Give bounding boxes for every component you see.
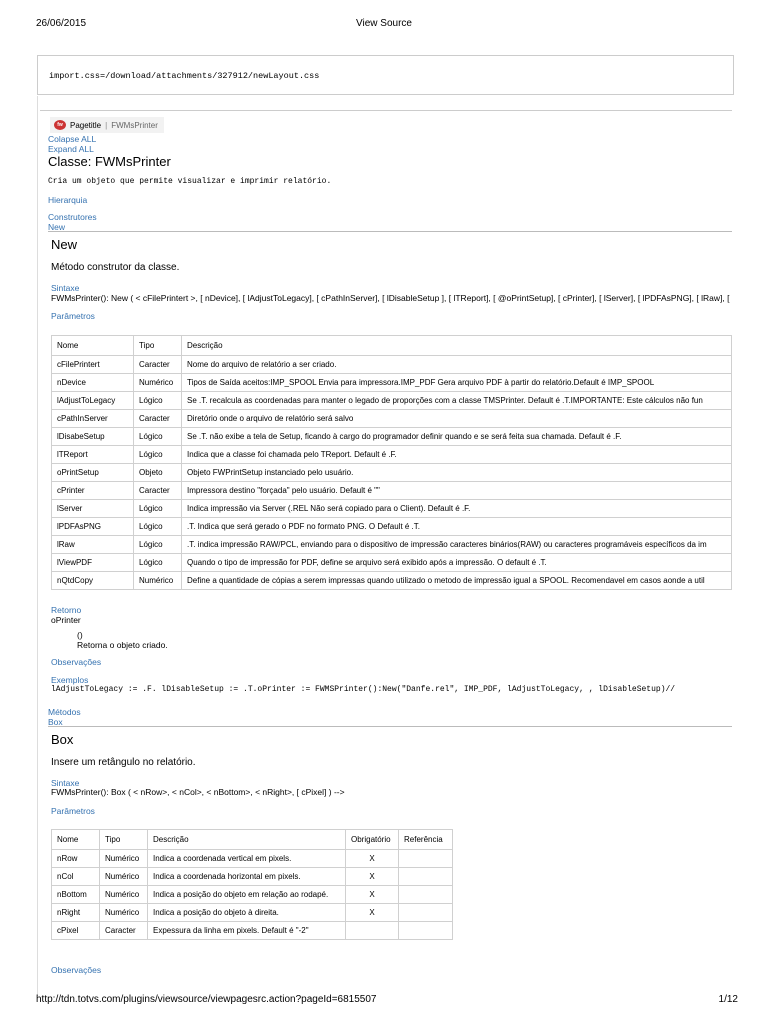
exemplo-code: lAdjustToLegacy := .F. lDisableSetup := .T.oPrinter := FWMSPrinter():New("Danfe.rel", IMP_PDF, lAdjustToLegacy, , lDisableSetup)// bbox=[51, 685, 676, 694]
cell-descricao: Diretório onde o arquivo de relatório será salvo bbox=[182, 410, 732, 428]
cell-descricao: Impressora destino "forçada" pelo usuário. Default é "" bbox=[182, 482, 732, 500]
cell-tipo: Numérico bbox=[134, 572, 182, 590]
cell-nome: cPrinter bbox=[52, 482, 134, 500]
collapse-all-link[interactable]: Colapse ALL bbox=[48, 134, 97, 144]
cell-referencia bbox=[399, 850, 453, 868]
table-header-row bbox=[52, 336, 732, 356]
cell-nome: nDevice bbox=[52, 374, 134, 392]
box-observacoes-label: Observações bbox=[51, 965, 102, 975]
table-row bbox=[52, 572, 732, 590]
cell-tipo: Numérico bbox=[100, 904, 148, 922]
cell-tipo: Lógico bbox=[134, 446, 182, 464]
cell-nome: nRight bbox=[52, 904, 100, 922]
import-line: import.css=/download/attachments/327912/newLayout.css bbox=[49, 71, 320, 81]
cell-tipo: Lógico bbox=[134, 518, 182, 536]
table-row bbox=[52, 482, 732, 500]
hierarquia-link[interactable]: Hierarquia bbox=[48, 195, 88, 205]
pagetitle-name: FWMsPrinter bbox=[111, 120, 158, 130]
cell-nome: cFilePrintert bbox=[52, 356, 134, 374]
retorno-name: oPrinter bbox=[51, 615, 81, 625]
box-section-title: Box bbox=[51, 732, 74, 747]
cell-nome: lRaw bbox=[52, 536, 134, 554]
cell-tipo: Numérico bbox=[100, 850, 148, 868]
cell-tipo: Lógico bbox=[134, 536, 182, 554]
table-row bbox=[52, 464, 732, 482]
cell-nome: nCol bbox=[52, 868, 100, 886]
box-parametros-label: Parâmetros bbox=[51, 806, 95, 816]
cell-tipo: Lógico bbox=[134, 500, 182, 518]
cell-descricao: Indica a coordenada horizontal em pixels. bbox=[148, 868, 346, 886]
cell-descricao: .T. indica impressão RAW/PCL, enviando para o dispositivo de impressão caracteres binários(RAW) ou caracteres programáveis específicos da im bbox=[182, 536, 732, 554]
retorno-description: Retorna o objeto criado. bbox=[77, 640, 168, 650]
col-nome: Nome bbox=[52, 336, 134, 356]
cell-descricao: Nome do arquivo de relatório a ser criado. bbox=[182, 356, 732, 374]
cell-nome: lAdjustToLegacy bbox=[52, 392, 134, 410]
box-link[interactable]: Box bbox=[48, 717, 63, 727]
cell-tipo: Objeto bbox=[134, 464, 182, 482]
table-row bbox=[52, 922, 453, 940]
cell-tipo: Lógico bbox=[134, 554, 182, 572]
left-border bbox=[37, 96, 38, 996]
col-descricao: Descrição bbox=[148, 830, 346, 850]
cell-descricao: Define a quantidade de cópias a serem impressas quando utilizado o metodo de impressão igual a SPOOL. Recomendavel em casos aonde a util bbox=[182, 572, 732, 590]
table-row bbox=[52, 518, 732, 536]
table-header-row bbox=[52, 830, 453, 850]
print-date: 26/06/2015 bbox=[36, 18, 87, 29]
cell-tipo: Caracter bbox=[134, 410, 182, 428]
import-code-box bbox=[37, 55, 734, 95]
col-tipo: Tipo bbox=[134, 336, 182, 356]
new-parametros-label: Parâmetros bbox=[51, 311, 95, 321]
cell-referencia bbox=[399, 922, 453, 940]
cell-tipo: Numérico bbox=[100, 886, 148, 904]
page-number: 1/12 bbox=[718, 994, 738, 1005]
metodos-link[interactable]: Métodos bbox=[48, 707, 81, 717]
class-title: Classe: FWMsPrinter bbox=[48, 154, 171, 169]
col-tipo: Tipo bbox=[100, 830, 148, 850]
cell-descricao: Indica a posição do objeto em relação ao rodapé. bbox=[148, 886, 346, 904]
table-row bbox=[52, 356, 732, 374]
cell-descricao: Indica que a classe foi chamada pelo TReport. Default é .F. bbox=[182, 446, 732, 464]
cell-tipo: Numérico bbox=[100, 868, 148, 886]
new-section-title: New bbox=[51, 237, 78, 252]
col-referencia: Referência bbox=[399, 830, 453, 850]
cell-descricao: Se .T. não exibe a tela de Setup, ficando à cargo do programador definir quando e se será feita sua chamada. Default é .F. bbox=[182, 428, 732, 446]
col-obrigatorio: Obrigatório bbox=[346, 830, 399, 850]
cell-nome: lPDFAsPNG bbox=[52, 518, 134, 536]
col-nome: Nome bbox=[52, 830, 100, 850]
construtores-link[interactable]: Construtores bbox=[48, 212, 97, 222]
content-top-border bbox=[40, 110, 732, 111]
table-row bbox=[52, 392, 732, 410]
cell-nome: lServer bbox=[52, 500, 134, 518]
cell-referencia bbox=[399, 886, 453, 904]
cell-tipo: Lógico bbox=[134, 392, 182, 410]
cell-tipo: Caracter bbox=[100, 922, 148, 940]
cell-referencia bbox=[399, 868, 453, 886]
table-row bbox=[52, 410, 732, 428]
table-row bbox=[52, 446, 732, 464]
cell-nome: nQtdCopy bbox=[52, 572, 134, 590]
table-row bbox=[52, 868, 453, 886]
table-row bbox=[52, 850, 453, 868]
new-params-table bbox=[51, 335, 732, 590]
cell-nome: cPathInServer bbox=[52, 410, 134, 428]
box-sintaxe: FWMsPrinter(): Box ( < nRow>, < nCol>, < nBottom>, < nRight>, [ cPixel] ) --> bbox=[51, 787, 345, 797]
cell-nome: lTReport bbox=[52, 446, 134, 464]
new-section-description: Método construtor da classe. bbox=[51, 262, 180, 273]
retorno-label: Retorno bbox=[51, 605, 82, 615]
table-row bbox=[52, 554, 732, 572]
new-sintaxe: FWMsPrinter(): New ( < cFilePrintert >, [ nDevice], [ lAdjustToLegacy], [ cPathInServer], [ lDisableSetup ], [ lTReport], [ @oPrintSetup], [ cPrinter], [ lServer], [ lPDFAsPNG], [ lRaw], [ bbox=[51, 293, 730, 303]
box-sintaxe-label: Sintaxe bbox=[51, 778, 80, 788]
pagetitle-badge bbox=[50, 117, 164, 133]
retorno-parens: () bbox=[77, 630, 83, 640]
cell-nome: cPixel bbox=[52, 922, 100, 940]
cell-descricao: Objeto FWPrintSetup instanciado pelo usuário. bbox=[182, 464, 732, 482]
cell-tipo: Caracter bbox=[134, 356, 182, 374]
cell-obrigatorio bbox=[346, 922, 399, 940]
cell-descricao: Indica impressão via Server (.REL Não será copiado para o Client). Default é .F. bbox=[182, 500, 732, 518]
box-section-description: Insere um retângulo no relatório. bbox=[51, 757, 196, 768]
new-sintaxe-label: Sintaxe bbox=[51, 283, 80, 293]
cell-tipo: Numérico bbox=[134, 374, 182, 392]
cell-descricao: Tipos de Saída aceitos:IMP_SPOOL Envia para impressora.IMP_PDF Gera arquivo PDF à partir do relatório.Default é IMP_SPOOL bbox=[182, 374, 732, 392]
print-title: View Source bbox=[356, 18, 412, 29]
new-observacoes-label: Observações bbox=[51, 657, 102, 667]
cell-obrigatorio: X bbox=[346, 850, 399, 868]
print-url: http://tdn.totvs.com/plugins/viewsource/viewpagesrc.action?pageId=6815507 bbox=[36, 994, 377, 1005]
table-row bbox=[52, 904, 453, 922]
exemplos-label: Exemplos bbox=[51, 675, 89, 685]
table-row bbox=[52, 428, 732, 446]
pagetitle-icon: fw bbox=[54, 120, 66, 130]
cell-nome: lViewPDF bbox=[52, 554, 134, 572]
cell-nome: lDisabeSetup bbox=[52, 428, 134, 446]
cell-descricao: Quando o tipo de impressão for PDF, define se arquivo será exibido após a impressão. O default é .T. bbox=[182, 554, 732, 572]
cell-nome: nRow bbox=[52, 850, 100, 868]
cell-descricao: Indica a coordenada vertical em pixels. bbox=[148, 850, 346, 868]
cell-tipo: Caracter bbox=[134, 482, 182, 500]
cell-descricao: Expessura da linha em pixels. Default é "-2" bbox=[148, 922, 346, 940]
class-description: Cria um objeto que permite visualizar e imprimir relatório. bbox=[48, 177, 332, 186]
box-params-table bbox=[51, 829, 453, 940]
cell-obrigatorio: X bbox=[346, 886, 399, 904]
cell-descricao: .T. Indica que será gerado o PDF no formato PNG. O Default é .T. bbox=[182, 518, 732, 536]
table-row bbox=[52, 500, 732, 518]
table-row bbox=[52, 886, 453, 904]
pagetitle-label: Pagetitle bbox=[70, 120, 102, 130]
cell-descricao: Indica a posição do objeto à direita. bbox=[148, 904, 346, 922]
cell-obrigatorio: X bbox=[346, 904, 399, 922]
cell-referencia bbox=[399, 904, 453, 922]
pagetitle-separator: | bbox=[105, 120, 108, 130]
cell-nome: nBottom bbox=[52, 886, 100, 904]
cell-nome: oPrintSetup bbox=[52, 464, 134, 482]
cell-tipo: Lógico bbox=[134, 428, 182, 446]
table-row bbox=[52, 374, 732, 392]
col-descricao: Descrição bbox=[182, 336, 732, 356]
cell-descricao: Se .T. recalcula as coordenadas para manter o legado de proporções com a classe TMSPrinter. Default é .T.IMPORTANTE: Este cálculos não fun bbox=[182, 392, 732, 410]
table-row bbox=[52, 536, 732, 554]
expand-all-link[interactable]: Expand ALL bbox=[48, 144, 94, 154]
cell-obrigatorio: X bbox=[346, 868, 399, 886]
new-link[interactable]: New bbox=[48, 222, 66, 232]
